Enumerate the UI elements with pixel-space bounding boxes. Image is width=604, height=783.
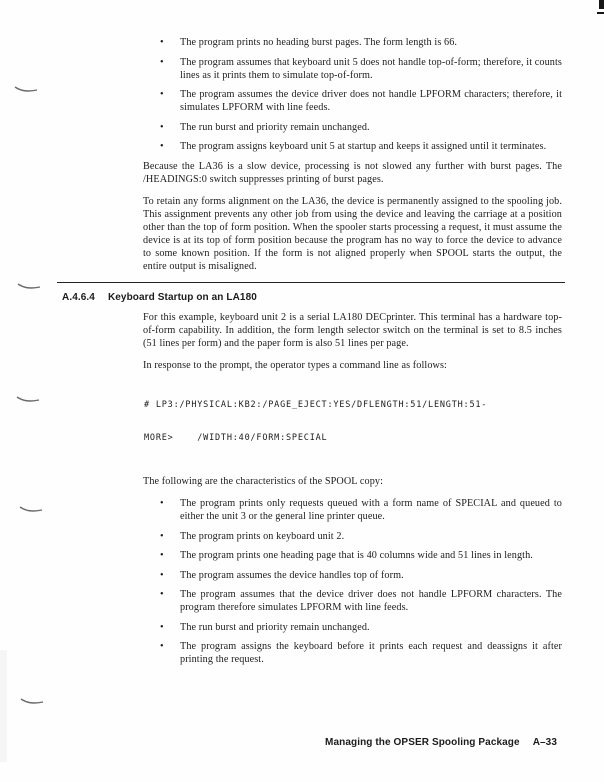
scan-mark <box>15 394 41 405</box>
bullet-marker: • <box>160 37 164 48</box>
list-item <box>143 497 562 523</box>
section-title: Keyboard Startup on an LA180 <box>107 292 257 304</box>
bullet-text: The run burst and priority remain unchanged. <box>180 621 370 633</box>
list-item <box>143 36 562 49</box>
corner-artifact <box>599 0 604 9</box>
section-number: A.4.6.4 <box>62 292 95 304</box>
content-column <box>62 36 562 673</box>
scan-mark <box>18 504 44 515</box>
bullet-marker: • <box>160 569 164 581</box>
section-divider <box>57 282 565 284</box>
bullet-text: The program assumes the device driver does not handle LPFORM characters; therefore, it simulates LPFORM with line feeds. <box>180 89 562 113</box>
footer-title: Managing the OPSER Spooling Package <box>325 737 520 748</box>
bullet-marker: • <box>160 89 164 100</box>
list-item <box>143 56 562 82</box>
section-heading <box>62 291 562 304</box>
corner-artifact <box>597 12 604 14</box>
bullet-text: The program assigns keyboard unit 5 at startup and keeps it assigned until it terminates. <box>180 141 547 152</box>
list-item <box>143 621 562 634</box>
paragraph: In response to the prompt, the operator types a command line as follows: <box>143 360 447 372</box>
paragraph: For this example, keyboard unit 2 is a serial LA180 DECprinter. This terminal has a hardware top-of-form capability. In addition, the form length selector switch on the terminal is set to 8.5 inches (51 lines per form) and the paper form is also 51 lines per page. <box>143 312 562 350</box>
footer-page-number: A–33 <box>532 737 557 748</box>
scan-mark <box>19 696 45 707</box>
bullet-marker: • <box>160 530 164 542</box>
list-item <box>143 121 562 134</box>
list-item <box>143 88 562 114</box>
bullet-text: The program prints no heading burst pages. The form length is 66. <box>180 37 458 48</box>
bullet-text: The program prints one heading page that is 40 columns wide and 51 lines in length. <box>180 550 533 562</box>
list-item <box>143 549 562 562</box>
bullet-marker: • <box>160 121 164 133</box>
bullet-list-la36 <box>143 36 562 153</box>
scan-noise <box>0 650 7 762</box>
bullet-text: The program prints only requests queued with a form name of SPECIAL and queued to either the unit 3 or the general line printer queue. <box>180 498 562 523</box>
bullet-marker: • <box>160 498 164 510</box>
list-item <box>143 140 562 153</box>
command-block <box>144 378 562 466</box>
bullet-marker: • <box>160 141 164 152</box>
bullet-marker: • <box>160 641 164 653</box>
paragraph: To retain any forms alignment on the LA36, the device is permanently assigned to the spooling job. This assignment prevents any other job from using the device and leaving the carriage at a position other than the top of form position. When the spooler starts processing a request, it must assume the device is at its top of form position because the program has no way to force the device to advance to some known position. If the form is not aligned properly when SPOOL starts the output, the entire output is misaligned. <box>143 195 562 272</box>
list-item <box>143 569 562 582</box>
list-item <box>143 588 562 614</box>
bullet-text: The run burst and priority remain unchanged. <box>180 121 370 133</box>
command-line: # LP3:/PHYSICAL:KB2:/PAGE_EJECT:YES/DFLENGTH:51/LENGTH:51- <box>144 400 488 411</box>
scan-mark <box>13 84 39 95</box>
scan-mark <box>16 281 42 292</box>
bullet-list-la180 <box>143 497 562 666</box>
bullet-marker: • <box>160 56 164 68</box>
bullet-text: The program assumes that keyboard unit 5 does not handle top-of-form; therefore, it counts lines as it prints them to simulate top-of-form. <box>180 56 562 81</box>
list-item <box>143 640 562 666</box>
command-line: MORE> /WIDTH:40/FORM:SPECIAL <box>144 433 328 444</box>
bullet-text: The program prints on keyboard unit 2. <box>180 530 345 542</box>
bullet-marker: • <box>160 621 164 633</box>
page-footer <box>325 737 557 748</box>
bullet-text: The program assigns the keyboard before it prints each request and deassigns it after printing the request. <box>180 641 562 666</box>
bullet-text: The program assumes that the device driver does not handle LPFORM characters. The program therefore simulates LPFORM with line feeds. <box>180 589 562 614</box>
paragraph: Because the LA36 is a slow device, processing is not slowed any further with burst pages. The /HEADINGS:0 switch suppresses printing of burst pages. <box>143 160 562 185</box>
bullet-marker: • <box>160 589 164 601</box>
bullet-marker: • <box>160 550 164 562</box>
bullet-text: The program assumes the device handles top of form. <box>180 569 404 581</box>
paragraph: The following are the characteristics of the SPOOL copy: <box>143 476 384 488</box>
list-item <box>143 530 562 543</box>
